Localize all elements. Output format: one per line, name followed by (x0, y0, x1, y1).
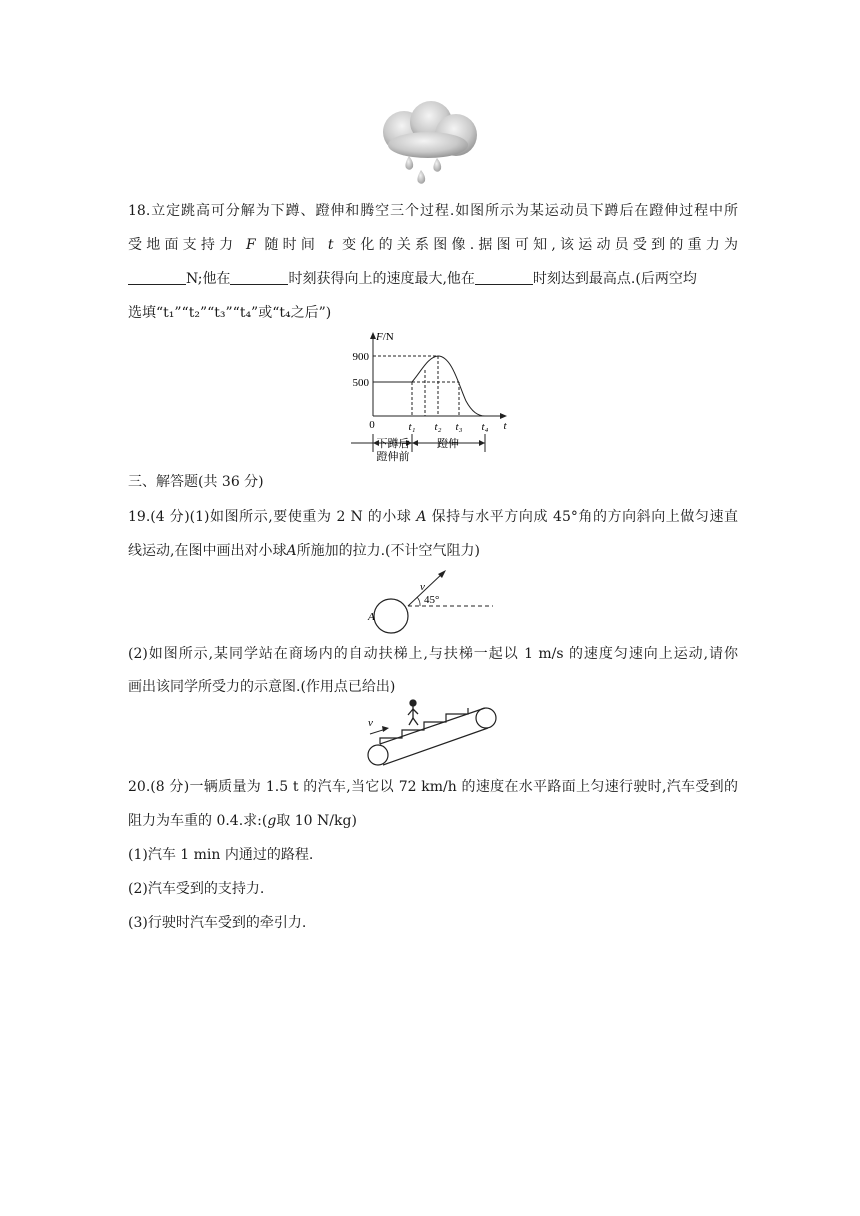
q20-sub-1: (1)汽车 1 min 内通过的路程. (128, 847, 314, 863)
rain-cloud-icon (376, 100, 484, 192)
graph-tick-t4: t₄ (481, 421, 489, 433)
q18-text: 变化的关系图像.据图可知,该运动员受到的重力为 (342, 237, 739, 253)
graph-x-label: t (503, 420, 507, 432)
phase-label-push: 蹬伸 (437, 438, 459, 450)
q19-text: 线运动,在图中画出对小球 (128, 543, 287, 559)
variable-g: g (267, 813, 277, 829)
graph-tick-t2: t₂ (434, 421, 442, 433)
q20-text: 取 10 N/kg) (276, 813, 357, 829)
graph-origin: 0 (369, 419, 375, 431)
phase-label-before: 下蹲后 (376, 438, 410, 450)
variable-t: t (327, 237, 334, 253)
q18-text: 随时间 (264, 237, 320, 253)
answer-blank-highest-point[interactable] (475, 270, 533, 285)
q20-sub-2: (2)汽车受到的支持力. (128, 881, 265, 897)
escalator-figure (360, 698, 502, 768)
ball-label: A (368, 611, 375, 623)
q19-part2-line-2: 画出该同学所受力的示意图.(作用点已给出) (128, 679, 396, 695)
answer-blank-max-speed[interactable] (230, 270, 288, 285)
q19-text: 保持与水平方向成 45°角的方向斜向上做匀速直 (431, 509, 739, 525)
force-time-graph (345, 330, 515, 462)
variable-a: A (416, 509, 427, 525)
person-icon (408, 700, 418, 725)
q19-text: 19.(4 分)(1)如图所示,要使重为 2 N 的小球 (128, 509, 412, 525)
q18-line-2 (128, 235, 738, 255)
section-heading: 三、解答题(共 36 分) (128, 474, 264, 490)
q20-text: 阻力为车重的 0.4.求:( (128, 813, 268, 829)
q18-text: 时刻达到最高点.(后两空均 (532, 271, 697, 287)
ball-motion-figure (360, 566, 500, 638)
angle-label: 45° (424, 594, 440, 606)
graph-tick-900: 900 (352, 351, 369, 363)
q18-text: 时刻获得向上的速度最大,他在 (288, 271, 475, 287)
escalator-velocity-label: v (368, 717, 373, 729)
q20-sub-3: (3)行驶时汽车受到的牵引力. (128, 915, 307, 931)
q19-part2-line-1: (2)如图所示,某同学站在商场内的自动扶梯上,与扶梯一起以 1 m/s 的速度匀速向上运动,请你 (128, 646, 738, 662)
q18-line-1: 18.立定跳高可分解为下蹲、蹬伸和腾空三个过程.如图所示为某运动员下蹲后在蹬伸过程中所 (128, 203, 738, 219)
graph-y-label: F/N (376, 331, 394, 343)
q18-text: 受地面支持力 (128, 237, 238, 253)
q19-text: 所施加的拉力.(不计空气阻力) (296, 543, 480, 559)
answer-blank-weight[interactable] (128, 270, 186, 285)
q18-line-3 (128, 269, 738, 289)
q20-line-2 (128, 811, 738, 831)
velocity-label: v (420, 581, 425, 593)
graph-tick-t3: t₃ (455, 421, 463, 433)
q19-line-2 (128, 541, 738, 561)
q18-text: N;他在 (186, 271, 231, 287)
variable-a: A (286, 543, 297, 559)
q19-line-1 (128, 507, 738, 527)
graph-tick-500: 500 (352, 377, 369, 389)
q18-line-4: 选填“t₁”“t₂”“t₃”“t₄”或“t₄之后”) (128, 305, 332, 321)
phase-label-before-2: 蹬伸前 (376, 451, 410, 462)
q20-line-1: 20.(8 分)一辆质量为 1.5 t 的汽车,当它以 72 km/h 的速度在水平路面上匀速行驶时,汽车受到的 (128, 779, 738, 795)
graph-tick-t1: t₁ (408, 421, 416, 433)
variable-f: F (246, 237, 256, 253)
